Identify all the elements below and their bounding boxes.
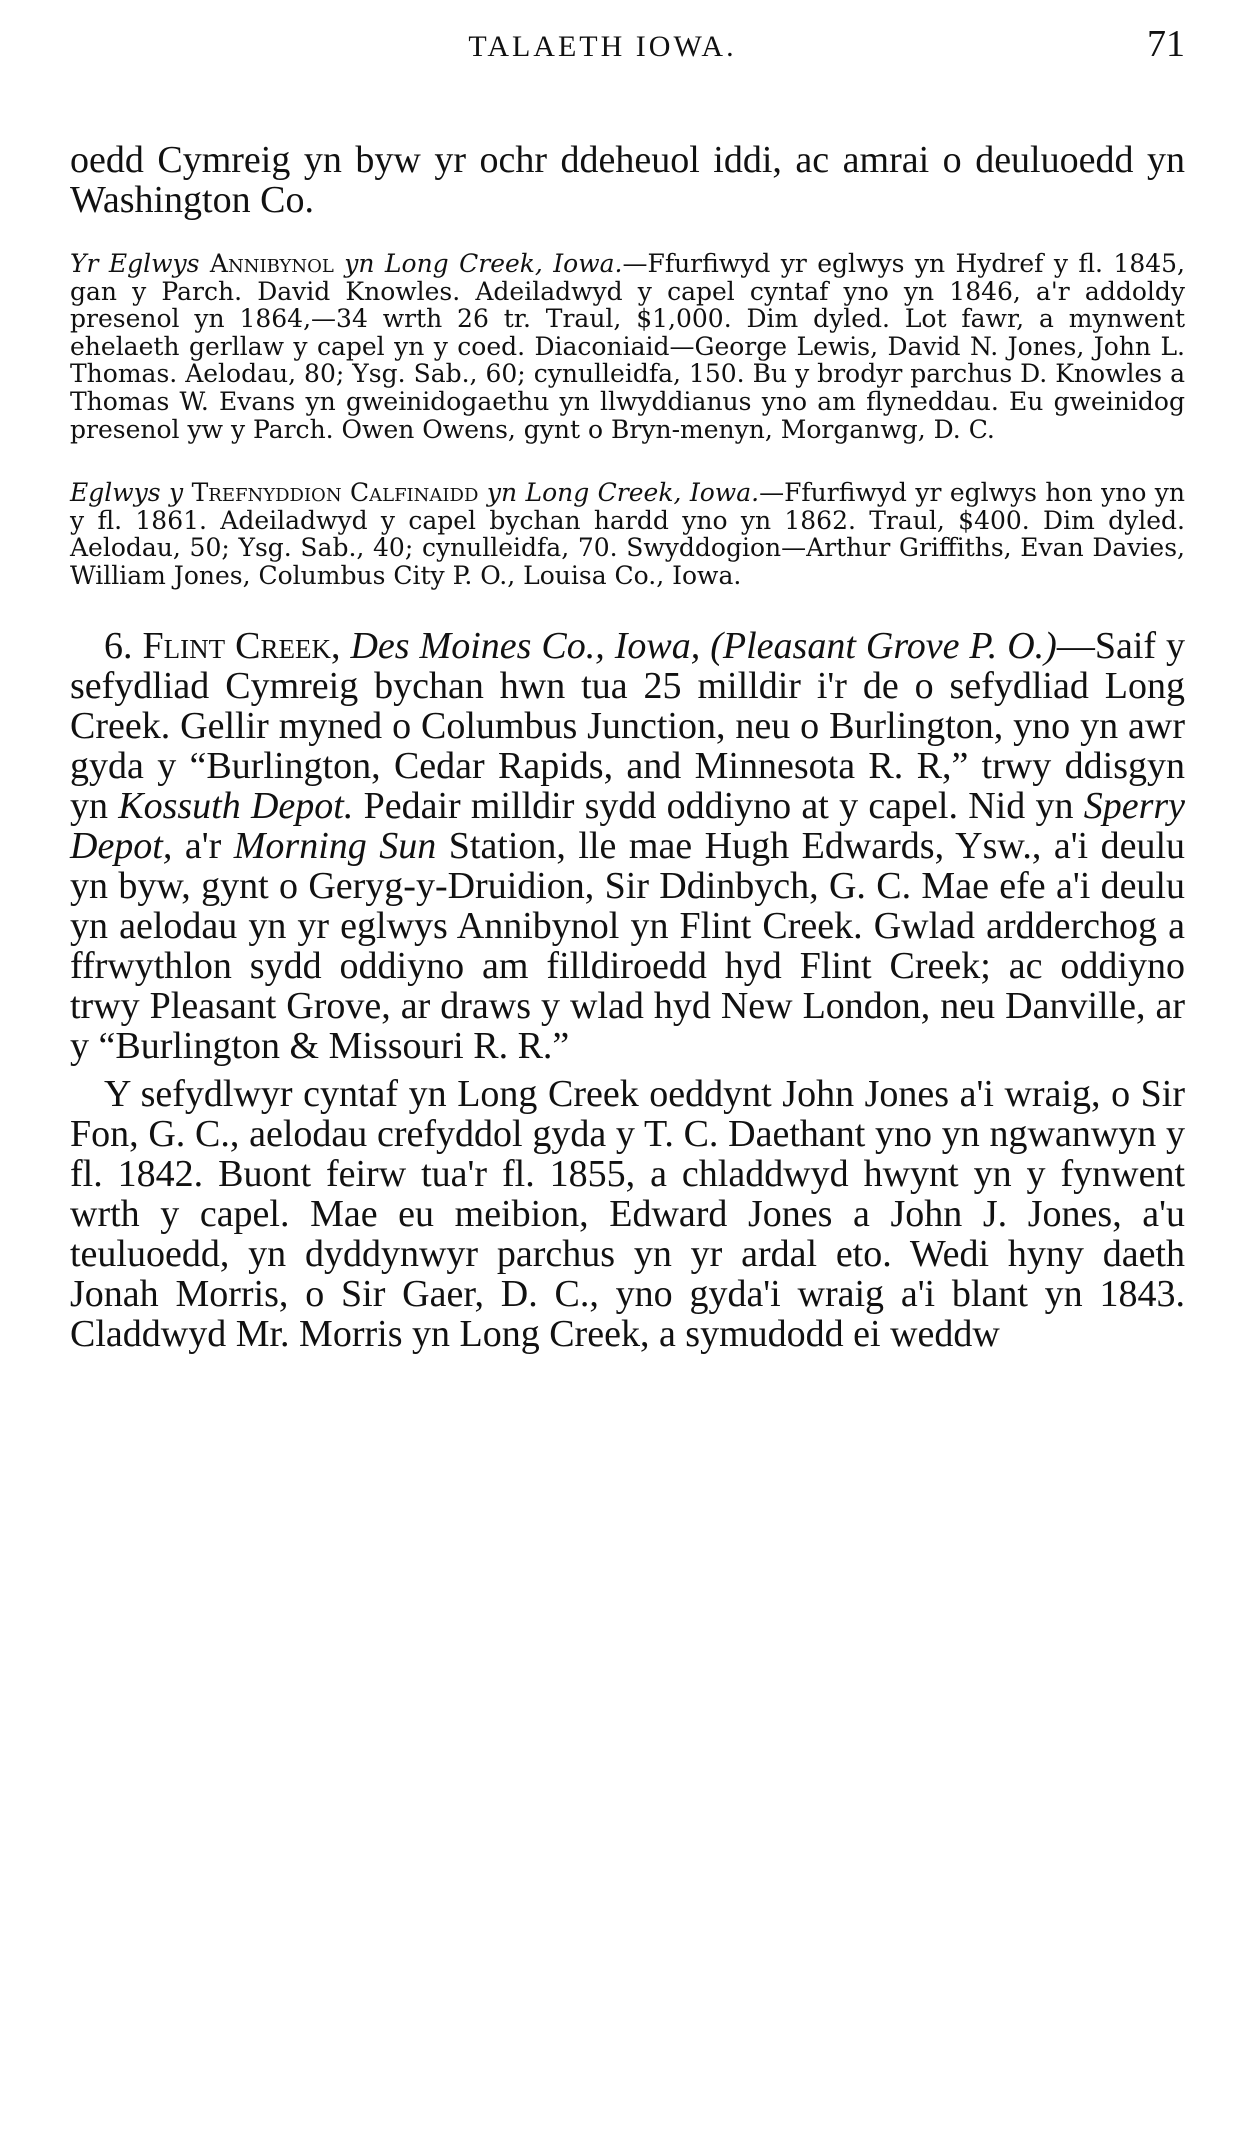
annibynol-lead-b: Annibynol <box>209 249 334 278</box>
flint-creek-text-3: a'r <box>184 824 222 867</box>
annibynol-lead-c: yn Long Creek, Iowa. <box>344 249 623 278</box>
page-number: 71 <box>1147 23 1185 65</box>
section-name: Flint Creek, <box>142 624 341 667</box>
running-header <box>70 18 1185 68</box>
trefnyddion-lead-c: yn Long Creek, Iowa. <box>486 478 760 508</box>
flint-creek-text-4: Station, lle mae Hugh Edwards, Ysw., a'i deulu yn byw, gynt o Geryg-y-Druidion, Sir Ddinbych, G. C. Mae efe a'i deulu yn aelodau yn yr eglwys Annibynol yn Flint Creek. Gwlad ardderchog a ffrwythlon sydd oddiyno am filldiroedd hyd Flint Creek; ac oddiyno trwy Pleasant Grove, ar draws y wlad hyd New London, neu Danville, ar y “Burlington & Missouri R. R.” <box>70 824 1186 1067</box>
intro-text: oedd Cymreig yn byw yr ochr ddeheuol iddi, ac amrai o deuluoedd yn Washington Co. <box>70 139 1185 221</box>
trefnyddion-text: —Ffurfiwyd yr eglwys hon yno yn y fl. 1861. Adeiladwyd y capel bychan hardd yno yn 1862. Traul, $400. Dim dyled. Aelodau, 50; Ysg. Sab., 40; cynulleidfa, 70. Swyddogion—Arthur Griffiths, Evan Davies, William Jones, Columbus City P. O., Louisa Co., Iowa. <box>70 478 1186 590</box>
intro-paragraph <box>70 140 1185 220</box>
kossuth-depot: Kossuth Depot. <box>118 784 354 827</box>
flint-creek-paragraph <box>70 626 1185 1066</box>
section-county: Des Moines Co., Iowa, <box>350 624 701 667</box>
morning-sun: Morning Sun <box>233 824 437 867</box>
settlers-text: Y sefydlwyr cyntaf yn Long Creek oeddynt John Jones a'i wraig, o Sir Fon, G. C., aelodau crefyddol gyda y T. C. Daethant yno yn ngwanwyn y fl. 1842. Buont feirw tua'r fl. 1855, a chladdwyd hwynt yn y fynwent wrth y capel. Mae eu meibion, Edward Jones a John J. Jones, a'u teuluoedd, yn dyddynwyr parchus yn yr ardal eto. Wedi hyny daeth Jonah Morris, o Sir Gaer, D. C., yno gyda'i wraig a'i blant yn 1843. Claddwyd Mr. Morris yn Long Creek, a symudodd ei weddw <box>70 1072 1185 1355</box>
book-page <box>70 18 1185 1354</box>
flint-creek-text-2: Pedair milldir sydd oddiyno at y capel. Nid yn <box>363 784 1074 827</box>
running-title: TALAETH IOWA. <box>468 30 737 63</box>
trefnyddion-lead-b: Trefnyddion Calfinaidd <box>191 478 479 508</box>
section-post-office: (Pleasant Grove P. O.) <box>710 624 1057 667</box>
section-number: 6. <box>104 624 133 667</box>
annibynol-lead-a: Yr Eglwys <box>70 249 200 278</box>
trefnyddion-church-paragraph <box>70 479 1185 589</box>
trefnyddion-lead-a: Eglwys y <box>70 478 184 508</box>
sperry-depot: Sperry Depot, <box>70 784 1186 867</box>
annibynol-text: —Ffurfiwyd yr eglwys yn Hydref y fl. 1845, gan y Parch. David Knowles. Adeiladwyd y capel cyntaf yno yn 1846, a'r addoldy presenol yn 1864,—34 wrth 26 tr. Traul, $1,000. Dim dyled. Lot fawr, a mynwent ehelaeth gerllaw y capel yn y coed. Diaconiaid—George Lewis, David N. Jones, John L. Thomas. Aelodau, 80; Ysg. Sab., 60; cynulleidfa, 150. Bu y brodyr parchus D. Knowles a Thomas W. Evans yn gweinidogaethu yn llwyddianus yno am flyneddau. Eu gweinidog presenol yw y Parch. Owen Owens, gynt o Bryn-menyn, Morganwg, D. C. <box>70 249 1185 444</box>
annibynol-church-paragraph <box>70 250 1185 443</box>
flint-creek-text-1: —Saif y sefydliad Cymreig bychan hwn tua 25 milldir i'r de o sefydliad Long Creek. Gellir myned o Columbus Junction, neu o Burlington, yno yn awr gyda y “Burlington, Cedar Rapids, and Minnesota R. R,” trwy ddisgyn yn <box>70 624 1186 827</box>
settlers-paragraph <box>70 1074 1185 1354</box>
